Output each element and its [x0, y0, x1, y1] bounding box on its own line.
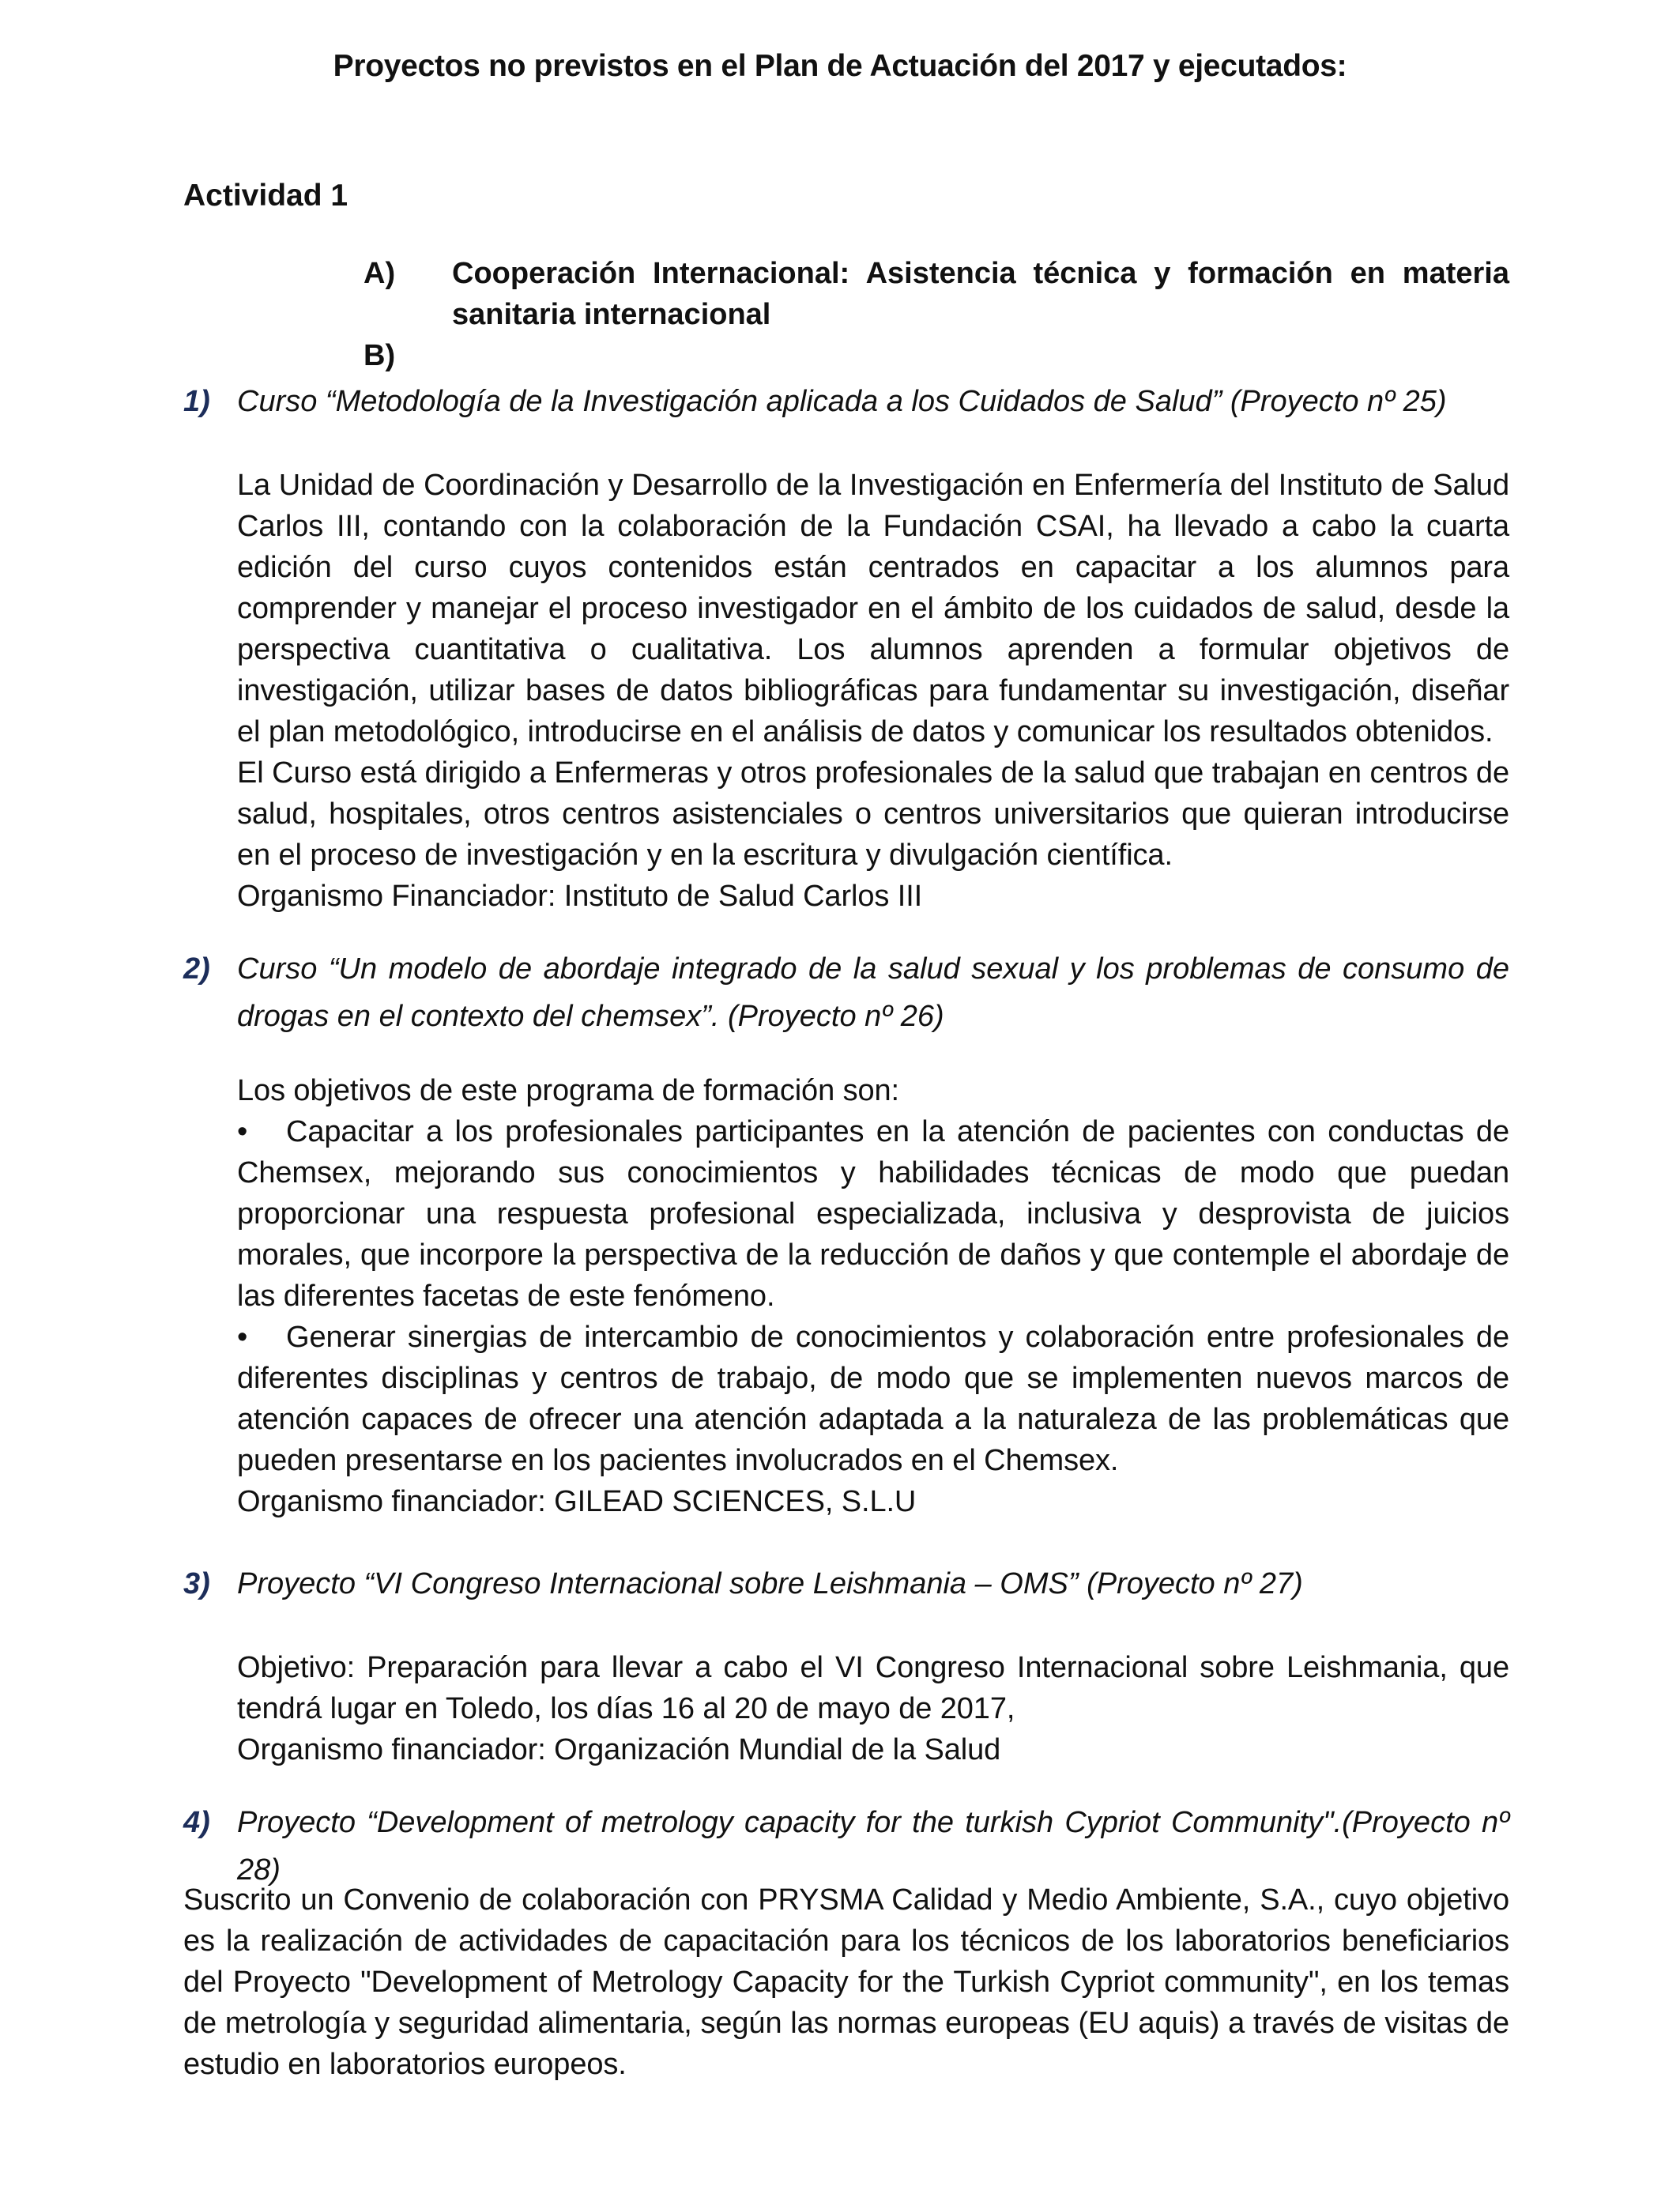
project-title: Proyecto “Development of metrology capacity for the turkish Cypriot Community".(Proyecto nº 28) — [237, 1806, 1509, 1887]
project-funder: Organismo Financiador: Instituto de Salud Carlos III — [237, 880, 923, 913]
bullet-text: Generar sinergias de intercambio de conocimientos y colaboración entre profesionales de diferentes disciplinas y centros de trabajo, de modo que se implementen nuevos marcos de atención capaces de ofrecer una atención adaptada a la naturaleza de las problemáticas que pueden presentarse en los pacientes involucrados en el Chemsex. — [237, 1321, 1509, 1477]
sublist-item — [363, 335, 1509, 376]
project-intro: Los objetivos de este programa de formación son: — [237, 1074, 900, 1107]
final-paragraph: Suscrito un Convenio de colaboración con PRYSMA Calidad y Medio Ambiente, S.A., cuyo objetivo es la realización de actividades de capacitación para los técnicos de los laboratorios beneficiarios del Proyecto "Development of Metrology Capacity for the Turkish Cypriot community", en los temas de metrología y seguridad alimentaria, según las normas europeas (EU aquis) a través de visitas de estudio en laboratorios europeos. — [183, 1883, 1509, 2081]
sublist-text: Cooperación Internacional: Asistencia técnica y formación en materia sanitaria internacional — [452, 257, 1509, 331]
project-body — [237, 1070, 1509, 1522]
bullet-item — [237, 1111, 1509, 1317]
project-title: Curso “Un modelo de abordaje integrado de la salud sexual y los problemas de consumo de drogas en el contexto del chemsex”. (Proyecto nº 26) — [237, 952, 1509, 1033]
bullet-icon: • — [237, 1321, 248, 1354]
project-title: Curso “Metodología de la Investigación aplicada a los Cuidados de Salud” (Proyecto nº 25) — [237, 385, 1447, 418]
project-heading — [183, 1560, 1509, 1608]
project-number: 2) — [183, 952, 210, 986]
sublist-text — [452, 335, 1509, 376]
project-paragraph: La Unidad de Coordinación y Desarrollo de la Investigación en Enfermería del Instituto de Salud Carlos III, contando con la colaboración de la Fundación CSAI, ha llevado a cabo la cuarta edición del curso cuyos contenidos están centrados en capacitar a los alumnos para comprender y manejar el proceso investigador en el ámbito de los cuidados de salud, desde la perspectiva cuantitativa o cualitativa. Los alumnos aprenden a formular objetivos de investigación, utilizar bases de datos bibliográficas para fundamentar su investigación, diseñar el plan metodológico, introducirse en el análisis de datos y comunicar los resultados obtenidos. — [237, 469, 1509, 748]
project-funder: Organismo financiador: Organización Mundial de la Salud — [237, 1733, 1001, 1766]
project-paragraph: Objetivo: Preparación para llevar a cabo el VI Congreso Internacional sobre Leishmania, que tendrá lugar en Toledo, los días 16 al 20 de mayo de 2017, — [237, 1651, 1509, 1725]
project-title: Proyecto “VI Congreso Internacional sobre Leishmania – OMS” (Proyecto nº 27) — [237, 1567, 1303, 1600]
page-title: Proyectos no previstos en el Plan de Actuación del 2017 y ejecutados: — [333, 49, 1347, 83]
bullet-text: Capacitar a los profesionales participantes en la atención de pacientes con conductas de Chemsex, mejorando sus conocimientos y habilidades técnicas de modo que puedan proporcionar una respuesta profesional especializada, inclusiva y desprovista de juicios morales, que incorpore la perspectiva de la reducción de daños y que contemple el abordaje de las diferentes facetas de este fenómeno. — [237, 1115, 1509, 1313]
activity-heading: Actividad 1 — [183, 179, 348, 213]
project-heading — [183, 378, 1509, 425]
project-paragraph: El Curso está dirigido a Enfermeras y otros profesionales de la salud que trabajan en centros de salud, hospitales, otros centros asistenciales o centros universitarios que quieran introducirse en el proceso de investigación y en la escritura y divulgación científica. — [237, 756, 1509, 872]
project-funder: Organismo financiador: GILEAD SCIENCES, S.L.U — [237, 1485, 917, 1518]
bullet-icon: • — [237, 1115, 248, 1148]
sublist-marker: A) — [363, 257, 396, 290]
project-section — [183, 1560, 1509, 1770]
project-body — [237, 1647, 1509, 1770]
sublist-item — [363, 253, 1509, 335]
project-heading — [183, 945, 1509, 1040]
bullet-item — [237, 1317, 1509, 1481]
activity-sublist — [363, 253, 1509, 376]
project-number: 4) — [183, 1806, 210, 1839]
sublist-marker: B) — [363, 339, 396, 372]
project-body — [237, 465, 1509, 917]
project-number: 3) — [183, 1567, 210, 1600]
project-section — [183, 945, 1509, 1522]
project-number: 1) — [183, 385, 210, 418]
project-section — [183, 378, 1509, 917]
